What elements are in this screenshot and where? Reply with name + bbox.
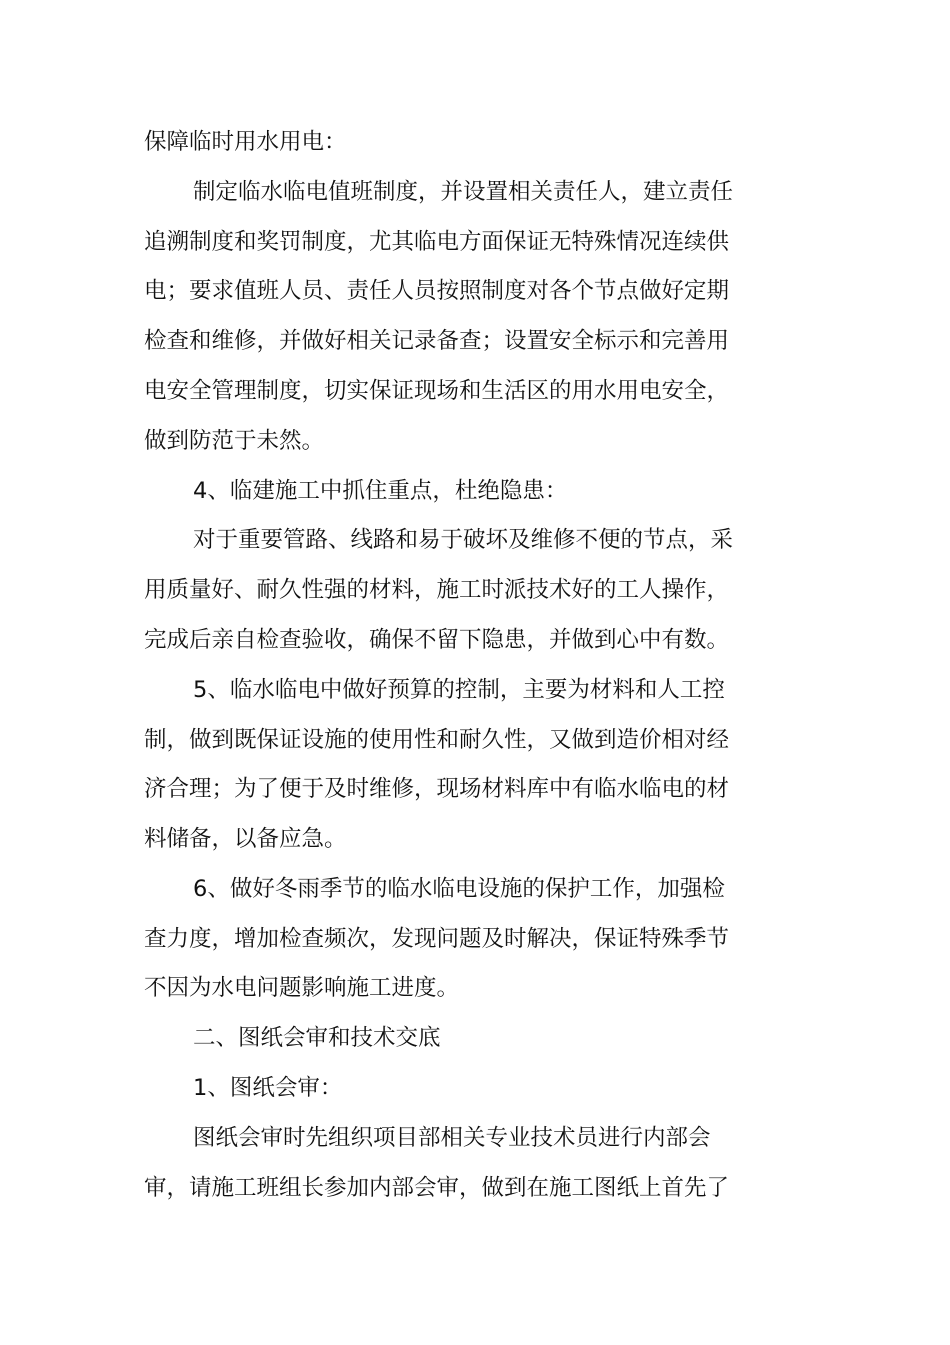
text-line: 电；要求值班人员、责任人员按照制度对各个节点做好定期 — [144, 278, 730, 304]
text-line: 制，做到既保证设施的使用性和耐久性，又做到造价相对经 — [144, 727, 730, 753]
text-line: 6、做好冬雨季节的临水临电设施的保护工作，加强检 — [193, 876, 725, 902]
text-line: 料储备，以备应急。 — [144, 826, 347, 852]
section-heading: 二、图纸会审和技术交底 — [193, 1025, 441, 1051]
text-line: 制定临水临电值班制度，并设置相关责任人，建立责任 — [193, 179, 734, 205]
section-heading: 4、临建施工中抓住重点，杜绝隐患： — [193, 478, 568, 504]
text-line: 审，请施工班组长参加内部会审，做到在施工图纸上首先了 — [144, 1175, 730, 1201]
text-line: 不因为水电问题影响施工进度。 — [144, 975, 460, 1001]
text-line: 图纸会审时先组织项目部相关专业技术员进行内部会 — [193, 1125, 711, 1151]
text-line: 对于重要管路、线路和易于破坏及维修不便的节点，采 — [193, 527, 734, 553]
text-line: 济合理；为了便于及时维修，现场材料库中有临水临电的材 — [144, 776, 730, 802]
text-line: 完成后亲自检查验收，确保不留下隐患，并做到心中有数。 — [144, 627, 730, 653]
text-line: 追溯制度和奖罚制度，尤其临电方面保证无特殊情况连续供 — [144, 229, 730, 255]
text-line: 检查和维修，并做好相关记录备查；设置安全标示和完善用 — [144, 328, 730, 354]
text-line: 用质量好、耐久性强的材料，施工时派技术好的工人操作， — [144, 577, 730, 603]
text-line: 做到防范于未然。 — [144, 428, 325, 454]
text-line: 查力度，增加检查频次，发现问题及时解决，保证特殊季节 — [144, 926, 730, 952]
text-line: 保障临时用水用电： — [144, 129, 347, 155]
subsection-heading: 1、图纸会审： — [193, 1075, 343, 1101]
text-line: 5、临水临电中做好预算的控制，主要为材料和人工控 — [193, 677, 725, 703]
text-line: 电安全管理制度，切实保证现场和生活区的用水用电安全， — [144, 378, 730, 404]
